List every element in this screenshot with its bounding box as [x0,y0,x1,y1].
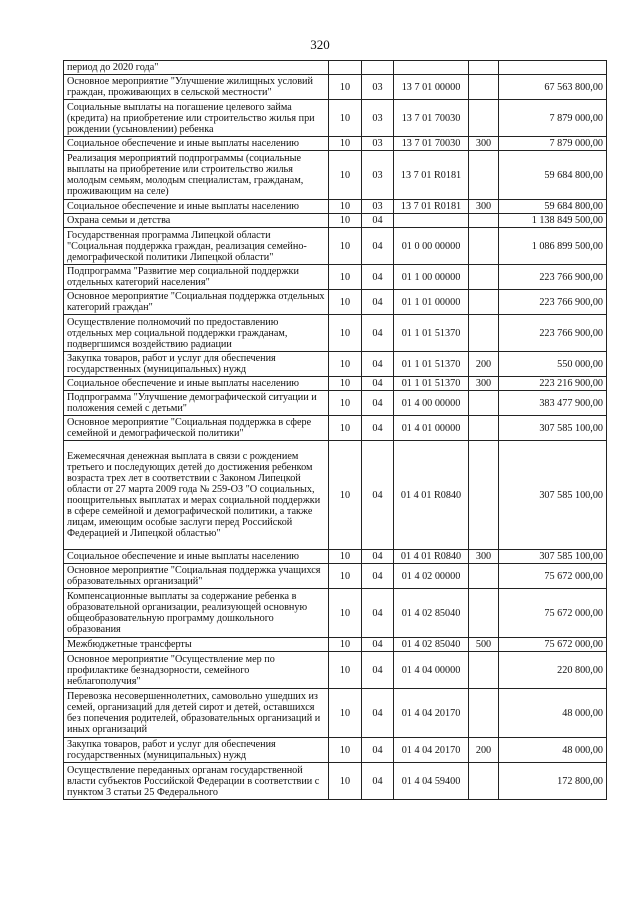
amount-cell [499,61,607,75]
subsection-code-cell: 03 [362,151,394,200]
budget-table-body [64,61,607,800]
table-row [64,589,607,638]
amount-cell: 59 684 800,00 [499,151,607,200]
item-name-cell: Ежемесячная денежная выплата в связи с рождением третьего и последующих детей до достижения ребенком возраста трех лет в соответствии с Законом Липецкой области от 27 марта 2009 года № 259-ОЗ "О социальных, поощрительных выплатах и мерах социальной поддержки в сфере семейной и демографической политики, а также лицам, имеющим особые заслуги перед Российской Федерацией и Липецкой областью" [64,441,329,550]
subsection-code-cell: 03 [362,137,394,151]
table-row [64,564,607,589]
section-code-cell: 10 [329,589,362,638]
amount-cell: 223 766 900,00 [499,265,607,290]
table-row [64,377,607,391]
subsection-code-cell: 04 [362,391,394,416]
expense-type-cell [469,589,499,638]
section-code-cell: 10 [329,137,362,151]
target-article-cell: 01 4 01 R0840 [394,550,469,564]
target-article-cell: 01 4 01 R0840 [394,441,469,550]
target-article-cell: 01 4 04 20170 [394,689,469,738]
section-code-cell: 10 [329,200,362,214]
amount-cell: 67 563 800,00 [499,75,607,100]
section-code-cell: 10 [329,441,362,550]
table-row [64,738,607,763]
amount-cell: 7 879 000,00 [499,100,607,137]
amount-cell: 7 879 000,00 [499,137,607,151]
target-article-cell: 01 4 04 59400 [394,763,469,800]
item-name-cell: Осуществление переданных органам государственной власти субъектов Российской Федерации в соответствии с пунктом 3 статьи 25 Федерального [64,763,329,800]
section-code-cell: 10 [329,265,362,290]
table-row [64,652,607,689]
item-name-cell: Закупка товаров, работ и услуг для обеспечения государственных (муниципальных) нужд [64,352,329,377]
target-article-cell: 01 4 02 00000 [394,564,469,589]
section-code-cell: 10 [329,100,362,137]
amount-cell: 1 086 899 500,00 [499,228,607,265]
target-article-cell: 13 7 01 70030 [394,137,469,151]
table-row [64,151,607,200]
target-article-cell: 01 1 01 51370 [394,377,469,391]
expense-type-cell: 300 [469,377,499,391]
subsection-code-cell: 04 [362,228,394,265]
expense-type-cell [469,564,499,589]
expense-type-cell [469,100,499,137]
item-name-cell: Реализация мероприятий подпрограммы (социальные выплаты на приобретение или строительство жилья молодым семьям, молодым специалистам, гражданам, проживающим на селе) [64,151,329,200]
item-name-cell: Подпрограмма "Развитие мер социальной поддержки отдельных категорий населения" [64,265,329,290]
amount-cell: 1 138 849 500,00 [499,214,607,228]
target-article-cell: 01 1 00 00000 [394,265,469,290]
expense-type-cell: 300 [469,137,499,151]
section-code-cell: 10 [329,228,362,265]
section-code-cell: 10 [329,689,362,738]
expense-type-cell [469,416,499,441]
expense-type-cell [469,61,499,75]
subsection-code-cell: 04 [362,290,394,315]
subsection-code-cell: 04 [362,214,394,228]
table-row [64,100,607,137]
item-name-cell: Осуществление полномочий по предоставлению отдельных мер социальной поддержки гражданам, подвергшимся воздействию радиации [64,315,329,352]
item-name-cell: Основное мероприятие "Улучшение жилищных условий граждан, проживающих в сельской местности" [64,75,329,100]
subsection-code-cell: 04 [362,689,394,738]
amount-cell: 48 000,00 [499,738,607,763]
target-article-cell: 13 7 01 R0181 [394,151,469,200]
budget-table [63,60,607,800]
section-code-cell: 10 [329,564,362,589]
table-row [64,75,607,100]
section-code-cell: 10 [329,763,362,800]
item-name-cell: Социальное обеспечение и иные выплаты населению [64,200,329,214]
item-name-cell: Основное мероприятие "Социальная поддержка учащихся образовательных организаций" [64,564,329,589]
target-article-cell: 01 4 02 85040 [394,589,469,638]
amount-cell: 223 216 900,00 [499,377,607,391]
subsection-code-cell: 04 [362,315,394,352]
section-code-cell: 10 [329,416,362,441]
amount-cell: 223 766 900,00 [499,290,607,315]
amount-cell: 307 585 100,00 [499,550,607,564]
amount-cell: 75 672 000,00 [499,564,607,589]
target-article-cell [394,214,469,228]
subsection-code-cell: 04 [362,589,394,638]
amount-cell: 223 766 900,00 [499,315,607,352]
table-row [64,137,607,151]
target-article-cell: 01 4 01 00000 [394,416,469,441]
subsection-code-cell: 03 [362,200,394,214]
amount-cell: 48 000,00 [499,689,607,738]
section-code-cell: 10 [329,652,362,689]
subsection-code-cell: 04 [362,265,394,290]
subsection-code-cell: 03 [362,75,394,100]
target-article-cell: 01 1 01 51370 [394,315,469,352]
table-row [64,550,607,564]
item-name-cell: Подпрограмма "Улучшение демографической ситуации и положения семей с детьми" [64,391,329,416]
page-number: 320 [310,37,330,52]
amount-cell: 307 585 100,00 [499,441,607,550]
table-row [64,638,607,652]
amount-cell: 307 585 100,00 [499,416,607,441]
amount-cell: 220 800,00 [499,652,607,689]
expense-type-cell: 200 [469,352,499,377]
subsection-code-cell: 04 [362,763,394,800]
target-article-cell: 01 4 02 85040 [394,638,469,652]
table-row [64,416,607,441]
target-article-cell: 01 4 00 00000 [394,391,469,416]
target-article-cell: 01 0 00 00000 [394,228,469,265]
amount-cell: 75 672 000,00 [499,589,607,638]
section-code-cell: 10 [329,214,362,228]
section-code-cell: 10 [329,550,362,564]
table-row [64,228,607,265]
amount-cell: 75 672 000,00 [499,638,607,652]
expense-type-cell [469,151,499,200]
subsection-code-cell: 04 [362,550,394,564]
table-row [64,200,607,214]
table-row [64,265,607,290]
item-name-cell: Социальные выплаты на погашение целевого займа (кредита) на приобретение или строительство жилья при рождении (усыновлении) ребенка [64,100,329,137]
expense-type-cell [469,290,499,315]
table-row [64,352,607,377]
target-article-cell: 01 1 01 51370 [394,352,469,377]
amount-cell: 172 800,00 [499,763,607,800]
item-name-cell: Закупка товаров, работ и услуг для обеспечения государственных (муниципальных) нужд [64,738,329,763]
section-code-cell: 10 [329,290,362,315]
item-name-cell: Социальное обеспечение и иные выплаты населению [64,377,329,391]
target-article-cell: 01 4 04 00000 [394,652,469,689]
amount-cell: 550 000,00 [499,352,607,377]
item-name-cell: Компенсационные выплаты за содержание ребенка в образовательной организации, реализующей основную общеобразовательную программу дошкольного образования [64,589,329,638]
subsection-code-cell: 04 [362,638,394,652]
expense-type-cell [469,214,499,228]
expense-type-cell [469,265,499,290]
target-article-cell: 13 7 01 70030 [394,100,469,137]
expense-type-cell: 300 [469,550,499,564]
subsection-code-cell: 03 [362,100,394,137]
table-row [64,315,607,352]
table-row [64,689,607,738]
subsection-code-cell: 04 [362,652,394,689]
section-code-cell [329,61,362,75]
subsection-code-cell: 04 [362,441,394,550]
section-code-cell: 10 [329,315,362,352]
item-name-cell: Основное мероприятие "Осуществление мер по профилактике безнадзорности, семейного неблагополучия" [64,652,329,689]
subsection-code-cell [362,61,394,75]
expense-type-cell: 500 [469,638,499,652]
section-code-cell: 10 [329,377,362,391]
subsection-code-cell: 04 [362,738,394,763]
item-name-cell: Межбюджетные трансферты [64,638,329,652]
subsection-code-cell: 04 [362,564,394,589]
section-code-cell: 10 [329,352,362,377]
expense-type-cell [469,75,499,100]
subsection-code-cell: 04 [362,377,394,391]
expense-type-cell: 200 [469,738,499,763]
table-row [64,290,607,315]
expense-type-cell [469,315,499,352]
subsection-code-cell: 04 [362,352,394,377]
section-code-cell: 10 [329,391,362,416]
target-article-cell: 13 7 01 00000 [394,75,469,100]
expense-type-cell [469,391,499,416]
expense-type-cell [469,689,499,738]
expense-type-cell [469,441,499,550]
section-code-cell: 10 [329,638,362,652]
target-article-cell: 01 1 01 00000 [394,290,469,315]
item-name-cell: период до 2020 года" [64,61,329,75]
item-name-cell: Социальное обеспечение и иные выплаты населению [64,550,329,564]
item-name-cell: Государственная программа Липецкой области "Социальная поддержка граждан, реализация семейно-демографической политики Липецкой области" [64,228,329,265]
item-name-cell: Основное мероприятие "Социальная поддержка в сфере семейной и демографической политики" [64,416,329,441]
expense-type-cell [469,652,499,689]
subsection-code-cell: 04 [362,416,394,441]
target-article-cell: 01 4 04 20170 [394,738,469,763]
item-name-cell: Социальное обеспечение и иные выплаты населению [64,137,329,151]
section-code-cell: 10 [329,75,362,100]
table-row [64,441,607,550]
amount-cell: 59 684 800,00 [499,200,607,214]
table-row [64,214,607,228]
target-article-cell [394,61,469,75]
table-row [64,61,607,75]
item-name-cell: Основное мероприятие "Социальная поддержка отдельных категорий граждан" [64,290,329,315]
expense-type-cell [469,763,499,800]
table-row [64,763,607,800]
item-name-cell: Охрана семьи и детства [64,214,329,228]
section-code-cell: 10 [329,151,362,200]
expense-type-cell [469,228,499,265]
item-name-cell: Перевозка несовершеннолетних, самовольно ушедших из семей, организаций для детей сирот и детей, оставшихся без попечения родителей, образовательных организаций и иных организаций [64,689,329,738]
table-row [64,391,607,416]
target-article-cell: 13 7 01 R0181 [394,200,469,214]
section-code-cell: 10 [329,738,362,763]
amount-cell: 383 477 900,00 [499,391,607,416]
expense-type-cell: 300 [469,200,499,214]
